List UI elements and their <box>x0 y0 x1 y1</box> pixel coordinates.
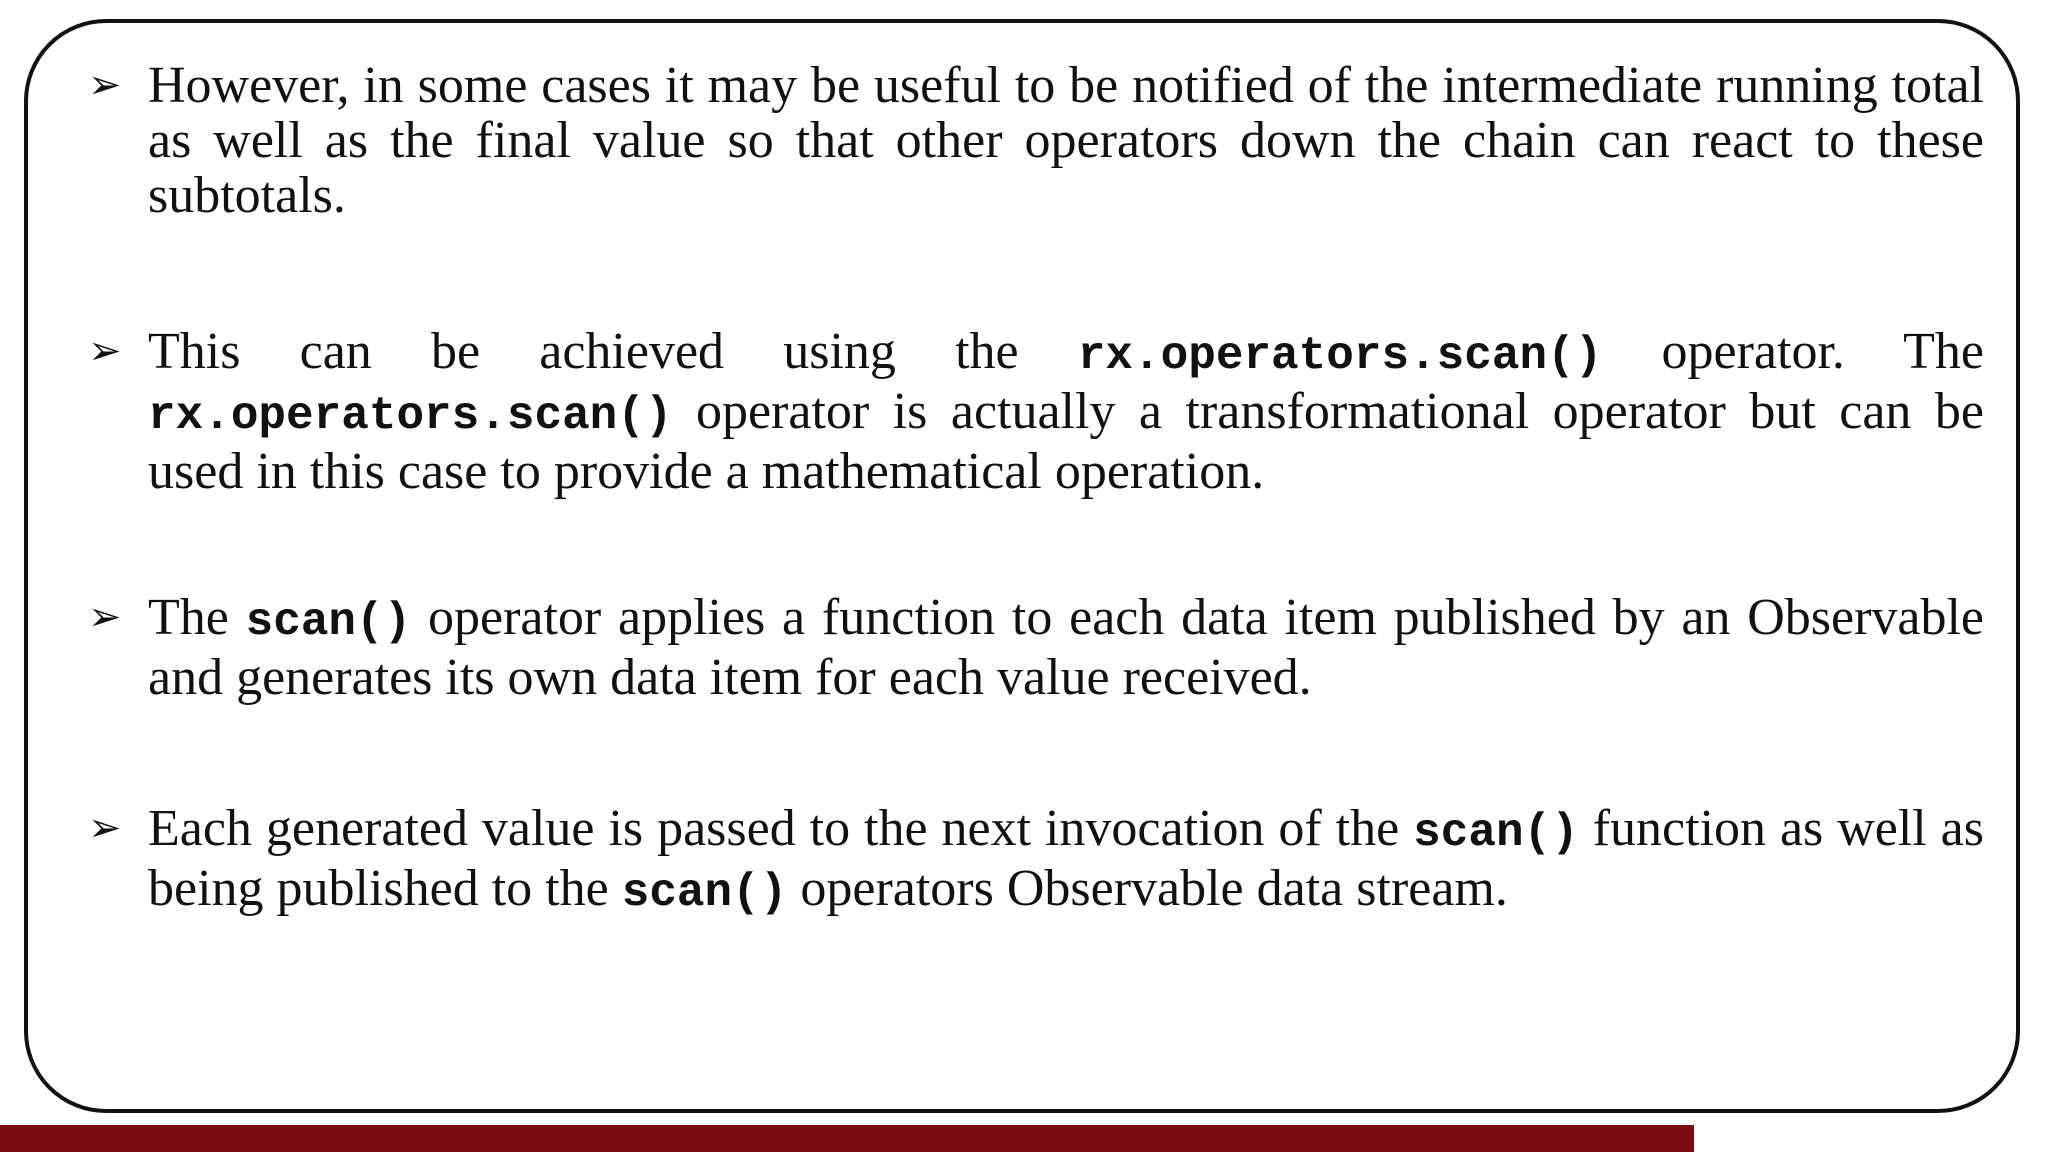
bullet-3-text-part: operator applies a function to each data item published by an Observable and generates its own data item for each value received. <box>148 589 1985 706</box>
bullet-3-text-part: The <box>148 589 246 646</box>
bullet-text-3 <box>148 590 1984 705</box>
code-rx-operators-scan: rx.operators.scan() <box>148 390 673 442</box>
code-scan: scan() <box>1413 807 1579 859</box>
arrowhead-bullet-icon: ➢ <box>88 594 122 640</box>
code-scan: scan() <box>245 596 412 648</box>
code-rx-operators-scan: rx.operators.scan() <box>1077 330 1603 382</box>
arrowhead-bullet-icon: ➢ <box>88 328 122 374</box>
code-scan: scan() <box>621 867 788 919</box>
bullet-item-1 <box>88 58 1984 223</box>
bullet-item-4 <box>88 801 1984 921</box>
bullet-4-text-part: Each generated value is passed to the next invocation of the <box>148 800 1414 857</box>
bullet-item-2 <box>88 324 1984 499</box>
arrowhead-bullet-icon: ➢ <box>88 805 122 851</box>
bullet-2-text-part: operator. The <box>1602 323 1984 380</box>
bullet-4-text-part: function as well as being published to the <box>148 800 1984 917</box>
bullet-text-4 <box>148 801 1984 921</box>
arrowhead-bullet-icon: ➢ <box>88 62 122 108</box>
bullet-4-text-part: operators Observable data stream. <box>787 860 1508 917</box>
bullet-1-text-part: However, in some cases it may be useful to be notified of the intermediate running total as well as the final value so that other operators down the chain can react to these subtotals. <box>148 57 1984 224</box>
bullet-text-1 <box>148 58 1984 223</box>
bullet-2-text-part: This can be achieved using the <box>148 323 1078 380</box>
footer-accent-bar <box>0 1125 1694 1152</box>
bullet-2-text-part: operator is actually a transformational operator but can be used in this case to provide a mathematical operation. <box>148 383 1984 500</box>
bullet-text-2 <box>148 324 1984 499</box>
bullet-item-3 <box>88 590 1984 705</box>
